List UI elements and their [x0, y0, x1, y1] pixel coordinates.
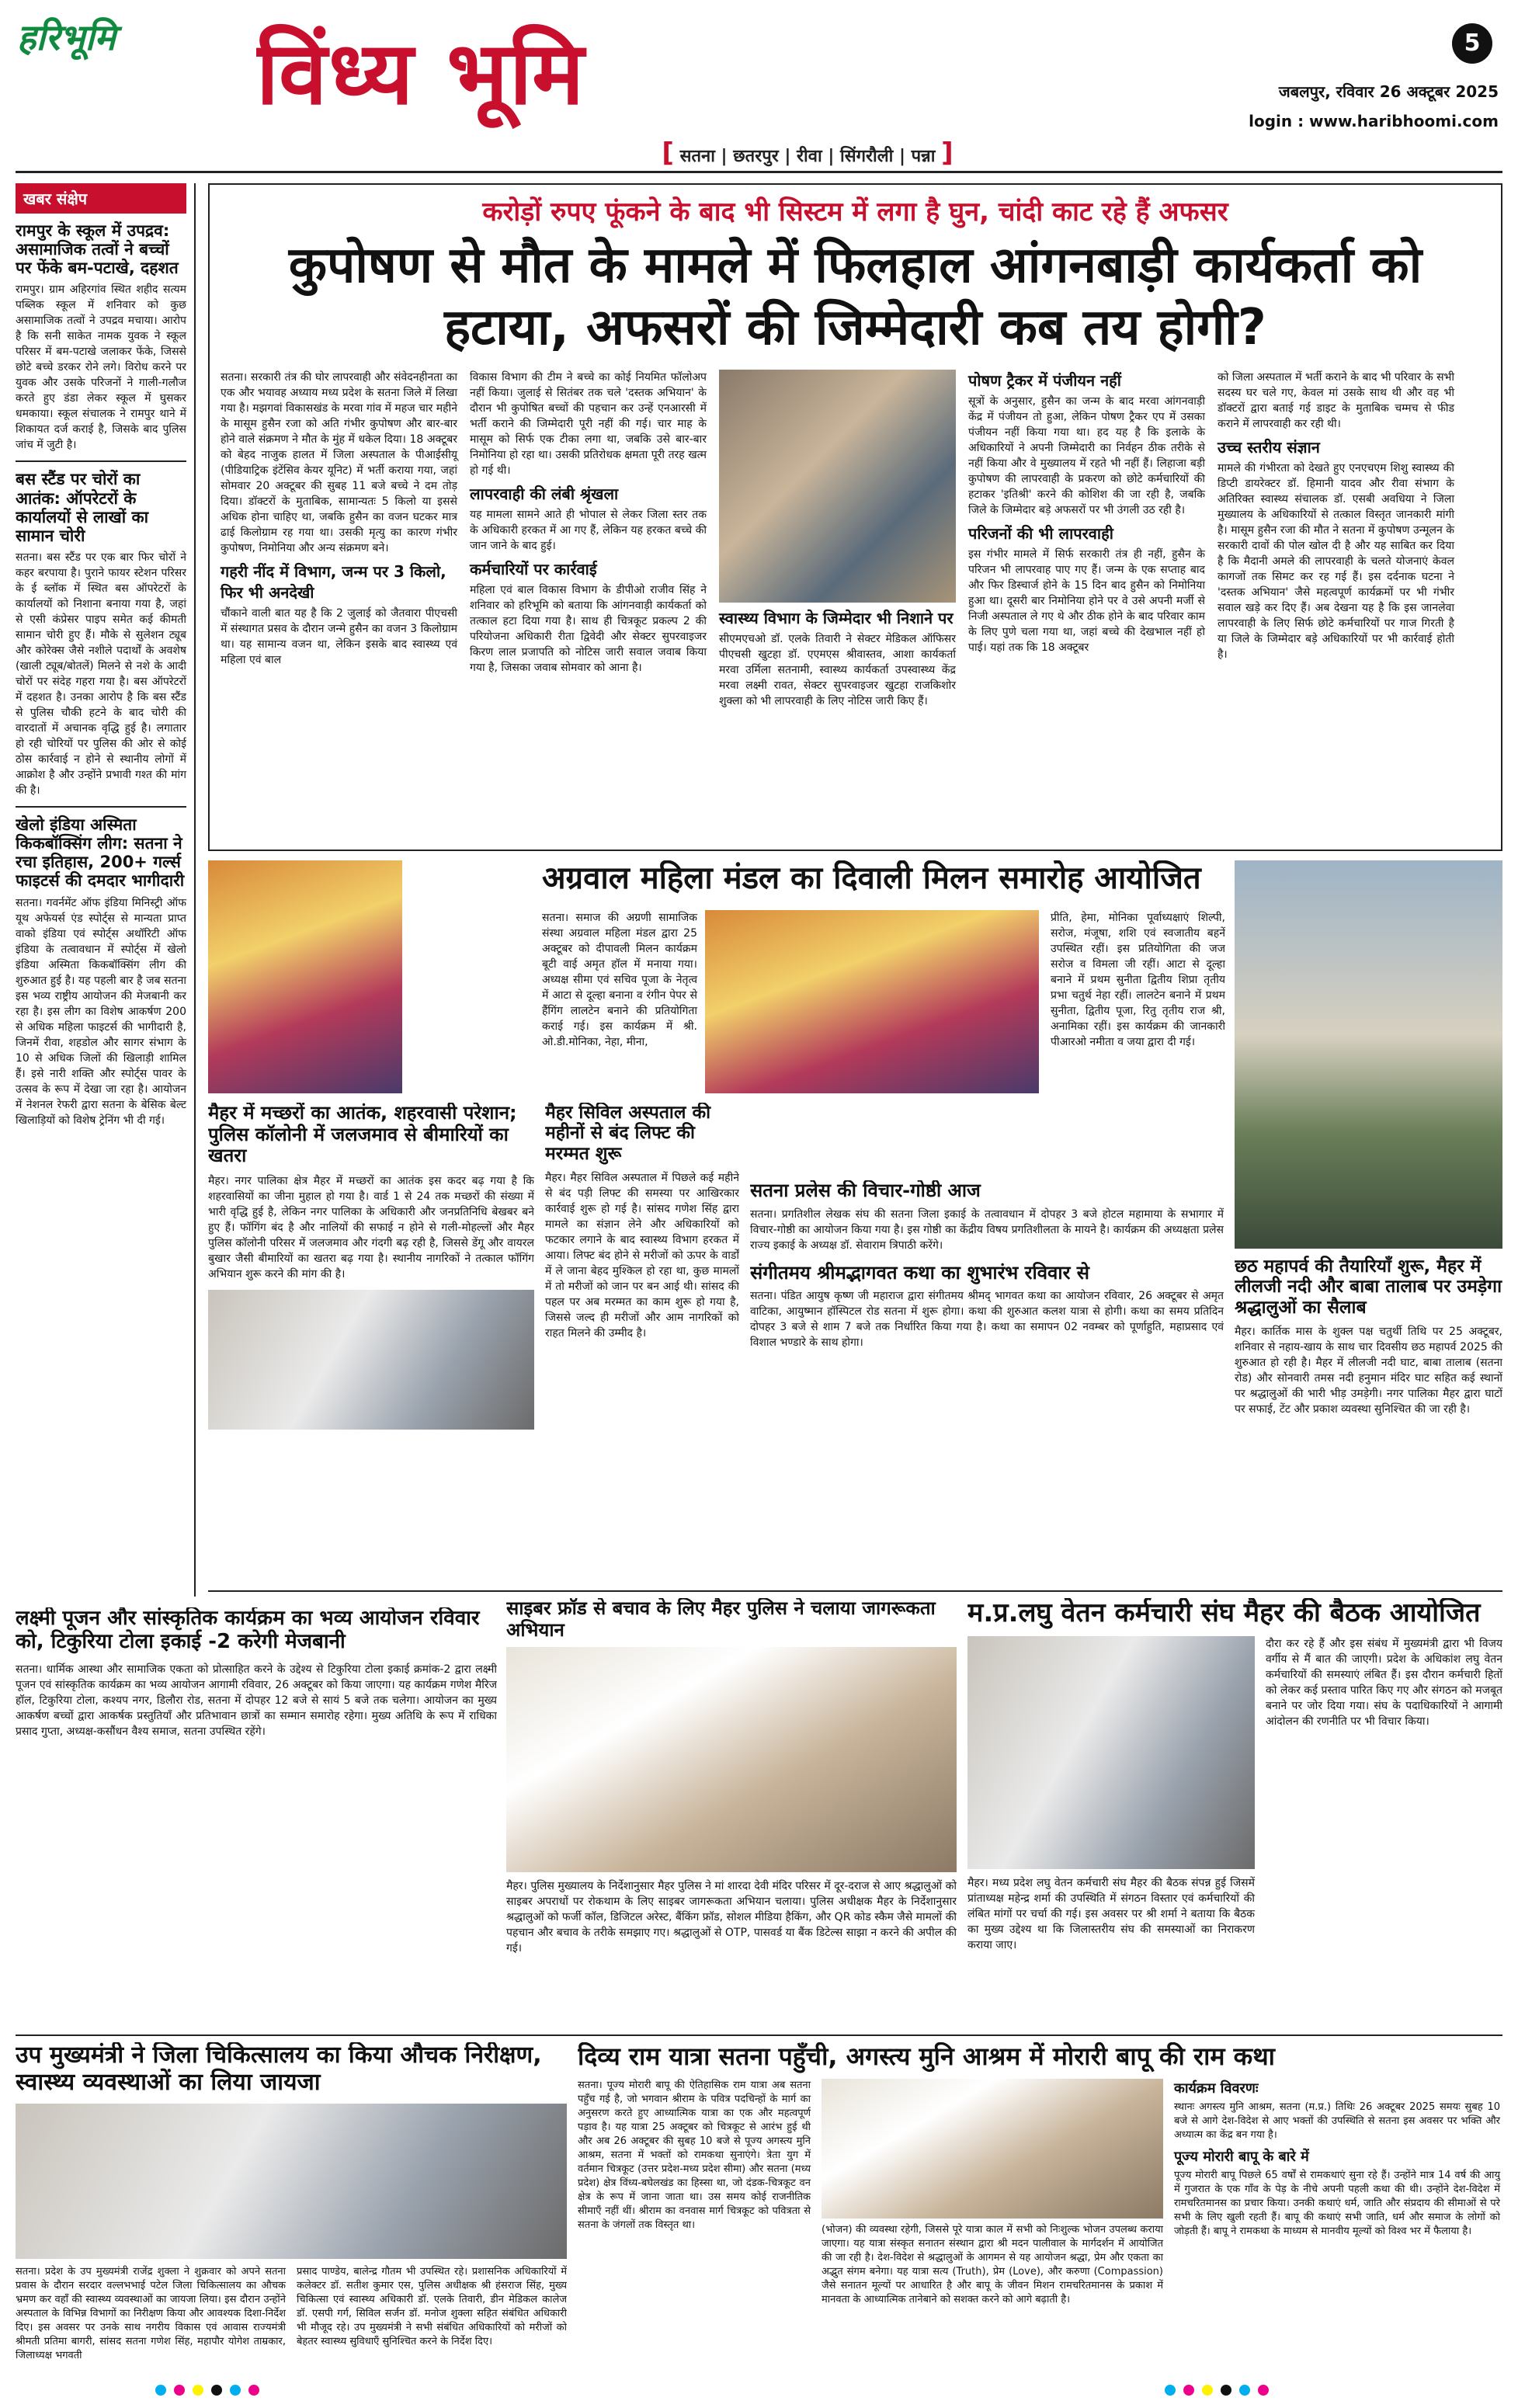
- ambulance-photo: [208, 1290, 534, 1430]
- lead-headline: कुपोषण से मौत के मामले में फिलहाल आंगनबाड़ी कार्यकर्ता को हटाया, अफसरों की जिम्मेदारी कब तय होगी?: [288, 237, 1422, 356]
- sidebar-item-title: रामपुर के स्कूल में उपद्रव: असामाजिक तत्वों ने बच्चों पर फेंके बम-पटाखे, दहशत: [16, 221, 179, 278]
- brand-name: हरिभूमि: [17, 16, 116, 58]
- story-text: मैहर। कार्तिक मास के शुक्ल पक्ष चतुर्थी तिथि पर 25 अक्टूबर, शनिवार से नहाय-खाय के साथ चार दिवसीय छठ महापर्व 2025 की शुरुआत हो रही है। मैहर में लीलजी नदी घाट, बाबा तालाब (सतना रोड) और सोनवारी तमस नदी हनुमान मंदिर घाट सहित कई स्थानों पर श्रद्धालुओं की भारी भीड़ उमड़ेगी। नगर पालिका मैहर द्वारा घाटों पर सफाई, टेंट और प्रकाश व्यवस्था सुनिश्चित की जा रही है।: [1235, 1326, 1502, 1416]
- laghu-vetan-story: [967, 1598, 1502, 2033]
- story-text: मैहर। नगर पालिका क्षेत्र मैहर में मच्छरों का आतंक इस कदर बढ़ गया है कि शहरवासियों का जीना मुहाल हो गया है। वार्ड 1 से 24 तक मच्छरों की संख्या में भारी वृद्धि हुई है, लेकिन नगर पालिका के अधिकारी और जनप्रतिनिधि बेखबर बने हुए हैं। फॉगिंग बंद है और नालियों की सफाई न होने से गली-मोहल्लों और मैहर पुलिस कॉलोनी परिसर में जलजमाव और गंदगी बढ़ रही है, जिससे डेंगू और वायरल बुखार जैसी बीमारियों का खतरा बढ़ गया है। स्थानीय नागरिकों ने तत्काल फॉगिंग अभियान शुरू करने की मांग की है।: [208, 1174, 534, 1280]
- story-subhead: पूज्य मोरारी बापू के बारे में: [1174, 2148, 1309, 2165]
- meeting-photo: [967, 1636, 1255, 1869]
- lead-kicker: करोड़ों रुपए फूंकने के बाद भी सिस्टम में लगा है घुन, चांदी काट रहे हैं अफसर: [482, 196, 1228, 228]
- story-text: प्रसाद पाण्डेय, बालेन्द्र गौतम भी उपस्थित रहे। प्रशासनिक अधिकारियों में कलेक्टर डॉ. सतीश कुमार एस, पुलिस अधीक्षक श्री हंसराज सिंह, मुख्य चिकित्सा एवं स्वास्थ्य अधिकारी डॉ. एलके तिवारी, डीन मेडिकल कालेज डॉ. एसपी गर्ग, सिविल सर्जन डॉ. मनोज शुक्ला सहित संबंधित अधिकारी भी मौजूद रहे। उप मुख्यमंत्री ने सभी संबंधित अधिकारियों को मरीजों को बेहतर स्वास्थ्य सुविधाएँ सुनिश्चित करने के निर्देश दिए।: [297, 2266, 567, 2347]
- ramkatha-right: [1174, 2079, 1500, 2307]
- sidebar-item-text: रामपुर। ग्राम अहिरगांव स्थित शहीद सत्यम पब्लिक स्कूल में शनिवार को कुछ असामाजिक तत्वों ने उपद्रव मचाया। आरोप है कि सनी साकेत नामक युवक ने स्कूल परिसर में बम-पटाखे जलाकर फेंके, जिससे छोटे बच्चे डरकर रोने लगे। विरोध करने पर युवक और उसके परिजनों ने गाली-गलौज करते हुए डंडा लेकर स्कूल में घुसकर धमकाया। स्कूल संचालक ने रामपुर थाने में शिकायत दर्ज कराई है, जिसके बाद पुलिस जांच में जुटी है।: [16, 283, 186, 452]
- lead-col-4: [968, 370, 1205, 804]
- story-headline: दिव्य राम यात्रा सतना पहुँची, अगस्त्य मुनि आश्रम में मोरारी बापू की राम कथा: [578, 2042, 1275, 2071]
- laghu-col-left: [967, 1636, 1255, 1953]
- lead-story: [208, 183, 1502, 851]
- story-text: सतना। पंडित आयुष कृष्ण जी महाराज द्वारा संगीतमय श्रीमद् भागवत कथा का आयोजन रविवार, 26 अक्टूबर से अमृत वाटिका, आयुष्मान हॉस्पिटल रोड सतना में शुरू होगा। कथा की शुरुआत कलश यात्रा से होगी। कथा का समय प्रतिदिन दोपहर 3 बजे से शाम 7 बजे तक निर्धारित किया गया है। कथा का समापन 02 नवम्बर को पूर्णाहुति, महाप्रसाद एवं विशाल भण्डारे के साथ होगा।: [750, 1290, 1224, 1350]
- masthead-rule: [16, 171, 1502, 173]
- sidebar-item-title: खेलो इंडिया अस्मिता किकबॉक्सिंग लीग: सतना ने रचा इतिहास, 200+ गर्ल्स फाइटर्स की दमदार भागीदारी: [16, 815, 185, 891]
- story-text: पूज्य मोरारी बापू पिछले 65 वर्षों से रामकथाएं सुना रहे हैं। उन्होंने मात्र 14 वर्ष की आयु में गुजरात के एक गाँव के पेड़ के नीचे अपनी पहली कथा की थी। उन्होंने देश-विदेश में रामचरितमानस का प्रचार किया। उनकी कथाएं धर्म, जाति और संप्रदाय की सीमाओं से परे सभी के लिए खुली रहती हैं। बापू की कथाएं सभी जाति, धर्म और समाज के लोगों को जोड़ती हैं। बापू ने रामकथा के माध्यम से मानवीय मूल्यों को विश्व भर में फैलाया है।: [1174, 2169, 1500, 2237]
- districts-list: सतना | छतरपुर | रीवा | सिंगरौली | पन्ना: [679, 147, 936, 166]
- sidebar-item: [16, 470, 186, 798]
- story-headline: म.प्र.लघु वेतन कर्मचारी संघ मैहर की बैठक आयोजित: [967, 1598, 1481, 1628]
- story-headline: सतना प्रलेस की विचार-गोष्ठी आज: [750, 1180, 981, 1201]
- lead-subhead: परिजनों की भी लापरवाही: [968, 524, 1113, 543]
- sidebar-header: खबर संक्षेप: [16, 183, 186, 214]
- lead-text: इस गंभीर मामले में सिर्फ सरकारी तंत्र ही नहीं, हुसैन के परिजन भी लापरवाह पाए गए हैं। जन्म के एक सप्ताह बाद और फिर डिस्चार्ज होने के 15 दिन बाद हुसैन को निमोनिया हुआ था। दूसरी बार निमोनिया होने पर वे उसे अपनी मर्जी से निजी अस्पताल ले गए थे और ठीक होने के बाद परिवार काम के लिए पुणे चला गया था, जहां बच्चे की देखभाल नहीं हो पाई। यहां तक कि 18 अक्टूबर: [968, 548, 1205, 654]
- print-registration-marks: [155, 2384, 388, 2399]
- lead-body: [221, 370, 1490, 804]
- laghu-body: [967, 1636, 1502, 1953]
- lead-subhead: लापरवाही की लंबी श्रृंखला: [470, 485, 619, 503]
- ramkatha-body: [578, 2079, 1502, 2307]
- story-headline: साइबर फ्रॉड से बचाव के लिए मैहर पुलिस ने चलाया जागरूकता अभियान: [506, 1598, 936, 1641]
- story-headline: अग्रवाल महिला मंडल का दिवाली मिलन समारोह आयोजित: [542, 860, 1201, 896]
- lift-story: [545, 1103, 739, 1584]
- awareness-photo: [506, 1647, 957, 1872]
- story-text: मैहर। मैहर सिविल अस्पताल में पिछले कई महीने से बंद पड़ी लिफ्ट की समस्या पर आखिरकार कार्रवाई शुरू हो गई है। सांसद गणेश सिंह द्वारा मामले का संज्ञान लेने और अधिकारियों को फटकार लगाने के बाद स्वास्थ्य विभाग हरकत में आया। लिफ्ट बंद होने से मरीजों को ऊपर के वार्डों में ले जाना बेहद मुश्किल हो रहा था, कुछ मामलों में तो मरीजों को जान पर बन आई थी। सांसद की पहल पर अब मरम्मत का काम शुरू हो गया है, जिससे जल्द ही मरीजों और आम नागरिकों को राहत मिलने की उम्मीद है।: [545, 1172, 739, 1340]
- press-katha-box: [750, 1180, 1224, 1584]
- story-headline: मैहर सिविल अस्पताल की महीनों से बंद लिफ्ट की मरम्मत शुरू: [545, 1103, 711, 1164]
- sidebar-divider: [16, 806, 186, 808]
- lead-subhead: कर्मचारियों पर कार्रवाई: [470, 560, 597, 579]
- section-rule: [208, 1590, 1502, 1592]
- lead-col-5: [1218, 370, 1454, 804]
- story-text: दौरा कर रहे हैं और इस संबंध में मुख्यमंत्री द्वारा भी विजय वर्गीय से मैं बात की जाएगी। प्रदेश के अधिकांश लघु वेतन कर्मचारियों की समस्याएं लंबित हैं। इस दौरान कर्मचारी हितों को लेकर कई प्रस्ताव पारित किए गए और संगठन को मजबूत बनाने पर जोर दिया गया। संघ के पदाधिकारियों ने आगामी आंदोलन की रणनीति पर भी विचार किया।: [1266, 1638, 1502, 1729]
- story-text: मैहर। पुलिस मुख्यालय के निर्देशानुसार मैहर पुलिस ने मां शारदा देवी मंदिर परिसर में दूर-दराज से आए श्रद्धालुओं को साइबर अपराधों पर रोकथाम के लिए साइबर जागरूकता अभियान चलाया। पुलिस अधीक्षक मैहर के निर्देशानुसार श्रद्धालुओं को फर्जी कॉल, डिजिटल अरेस्ट, बैंकिंग फ्रॉड, सोशल मीडिया हैकिंग, और QR कोड स्कैम जैसे मामलों की पहचान और बचाव के तरीके समझाए गए। श्रद्धालुओं से OTP, पासवर्ड या बैंक डिटेल्स साझा न करने की अपील की गई।: [506, 1880, 957, 1955]
- mosquito-story: [208, 1103, 534, 1584]
- sidebar-divider: [16, 460, 186, 462]
- morari-bapu-photo: [822, 2079, 1163, 2219]
- story-text: स्थानः अगस्त्य मुनि आश्रम, सतना (म.प्र.) तिथिः 26 अक्टूबर 2025 समयः सुबह 10 बजे से आगे देश-विदेश से आए भक्तों की उपस्थिति से सतना इस अवसर पर भक्ति और अध्यात्म का केंद्र बन गया है।: [1174, 2100, 1500, 2141]
- lead-text: को जिला अस्पताल में भर्ती कराने के बाद भी परिवार के सभी सदस्य घर चले गए, केवल मां उसके साथ थी और वह भी डॉक्टरों द्वारा बताई गई डाइट के मुताबिक चम्मच से फीड कराने में लापरवाही कर रही थी।: [1218, 371, 1454, 430]
- lead-photo: [719, 370, 956, 603]
- ramkatha-story: [578, 2042, 1502, 2368]
- story-headline: उप मुख्यमंत्री ने जिला चिकित्सालय का किया औचक निरीक्षण, स्वास्थ्य व्यवस्थाओं का लिया जायजा: [16, 2042, 542, 2096]
- sidebar-item-text: सतना। गवर्नमेंट ऑफ इंडिया मिनिस्ट्री ऑफ यूथ अफेयर्स एंड स्पोर्ट्स से मान्यता प्राप्त वाको इंडिया एवं स्पोर्ट्स अथॉरिटी ऑफ इंडिया के तत्वावधान में स्पोर्ट्स में खेलो इंडिया अस्मिता किकबॉक्सिंग लीग की शुरुआत हुई है। यह पहली बार है जब सतना इस भव्य राष्ट्रीय आयोजन की मेजबानी कर रहा है। इस लीग का विशेष आकर्षण 200 से अधिक महिला फाइटर्स की भागीदारी है, जिनमें रीवा, शहडोल और सागर संभाग के 10 से अधिक जिलों की खिलाड़ी शामिल हैं। इसे नारी शक्ति और स्पोर्ट्स पावर के उत्सव के रूप में देखा जा रहा है। आयोजन में नेशनल रेफरी द्वारा सतना के बेसिक बेल्ट खिलाड़ियों को विशेष ट्रेनिंग भी दी गई।: [16, 896, 186, 1127]
- story-text: सतना। प्रदेश के उप मुख्यमंत्री राजेंद्र शुक्ला ने शुक्रवार को अपने सतना प्रवास के दौरान सरदार वल्लभभाई पटेल जिला चिकित्सालय का औचक भ्रमण कर वहाँ की स्वास्थ्य व्यवस्थाओं का जायजा लिया। इस दौरान उन्होंने अस्पताल के विभिन्न विभागों का निरीक्षण किया और आवश्यक दिशा-निर्देश दिए। इस अवसर पर उनके साथ नगरीय विकास एवं आवास राज्यमंत्री श्रीमती प्रतिमा बागरी, सांसद सतना गणेश सिंह, महापौर योगेश ताम्रकार, जिलाध्यक्ष भगवती: [16, 2266, 286, 2361]
- laxmi-story: [16, 1607, 497, 2034]
- lead-subhead: गहरी नींद में विभाग, जन्म पर 3 किलो, फिर भी अनदेखी: [221, 562, 446, 602]
- story-headline: संगीतमय श्रीमद्भागवत कथा का शुभारंभ रविवार से: [750, 1261, 1089, 1284]
- story-text: सतना। समाज की अग्रणी सामाजिक संस्था अग्रवाल महिला मंडल द्वारा 25 अक्टूबर को दीपावली मिलन कार्यक्रम बूटी वाई अमृत हॉल में मनाया गया। अध्यक्ष सीमा एवं सचिव पूजा के नेतृत्व में आटा से दूल्हा बनाना व रंगीन पेपर से हैंगिंग लालटेन बनाने की प्रतियोगिता कराई गई। इस कार्यक्रम में श्री. ओ.डी.मोनिका, नेहा, मीना,: [542, 912, 697, 1048]
- story-headline: मैहर में मच्छरों का आतंक, शहरवासी परेशान; पुलिस कॉलोनी में जलजमाव से बीमारियों का खतरा: [208, 1103, 517, 1167]
- lead-subhead: स्वास्थ्य विभाग के जिम्मेदार भी निशाने पर: [719, 609, 954, 627]
- agarwal-story: [208, 860, 1225, 1093]
- story-headline: लक्ष्मी पूजन और सांस्कृतिक कार्यक्रम का भव्य आयोजन रविवार को, टिकुरिया टोला इकाई -2 करेगी मेजबानी: [16, 1607, 480, 1653]
- lead-col-1: [221, 370, 457, 804]
- lead-subhead: पोषण ट्रैकर में पंजीयन नहीं: [968, 371, 1121, 390]
- event-photo: [208, 860, 402, 1093]
- sidebar-item-text: सतना। बस स्टैंड पर एक बार फिर चोरों ने कहर बरपाया है। पुराने फायर स्टेशन परिसर के ई ब्लॉक में स्थित बस ऑपरेटरों के कार्यालयों को निशाना बनाया गया है, जहां से एसी कंप्रेसर पाइप समेत कई कीमती सामान चोरी हुए हैं। मौके से सुलेशन ट्यूब और कोरेक्स जैसे नशीले पदार्थों के अवशेष (खाली ट्यूब/बोतलें) मिलने से नशे के आदी चोरों पर संदेह गहरा गया है। बस ऑपरेटरों में दहशत है। उनका आरोप है कि बस स्टैंड से पुलिस चौकी हटने के बाद चोरी की वारदातों में अचानक वृद्धि हुई है। लगातार हो रही चोरियों पर पुलिस की ओर से कोई ठोस कार्रवाई न होने से स्थानीय लोगों में आक्रोश है और उन्होंने प्रभावी गश्त की मांग की है।: [16, 551, 186, 797]
- sidebar-item: [16, 815, 186, 1128]
- brand-logo: [17, 12, 188, 61]
- lead-text: यह मामला सामने आते ही भोपाल से लेकर जिला स्तर तक के अधिकारी हरकत में आ गए हैं, लेकिन यह हरकत बच्चे की जान जाने के बाद हुई।: [470, 509, 707, 552]
- story-text: मैहर। मध्य प्रदेश लघु वेतन कर्मचारी संघ मैहर की बैठक संपन्न हुई जिसमें प्रांताध्यक्ष महेन्द्र शर्मा की उपस्थिति में संगठन विस्तार एवं कर्मचारियों की लंबित मांगों पर चर्चा की गई। इस अवसर पर श्री शर्मा ने बताया कि बैठक का मुख्य उद्देश्य था कि जिलास्तरीय संघ की समस्याओं का निराकरण कराया जाए।: [967, 1877, 1255, 1952]
- edition-title: विंध्य भूमि: [256, 23, 586, 124]
- story-text: सतना। पूज्य मोरारी बापू की ऐतिहासिक राम यात्रा अब सतना पहुँच गई है, जो भगवान श्रीराम के पवित्र पदचिन्हों के मार्ग का अनुसरण करते हुए आध्यात्मिक यात्रा का एक और महत्वपूर्ण पड़ाव है। यह यात्रा 25 अक्टूबर को चित्रकूट से आरंभ हुई थी और अब 26 अक्टूबर की सुबह 10 बजे से पूज्य अगस्त्य मुनि आश्रम, सतना में भक्तों को रामकथा सुनाएंगे। त्रेता युग में वर्तमान चित्रकूट (उत्तर प्रदेश-मध्य प्रदेश सीमा) और सतना (मध्य प्रदेश) क्षेत्र विंध्य-बघेलखंड का हिस्सा था, जो दंडक-चित्रकूट वन क्षेत्र के रूप में जाना जाता था। उस समय कोई राजनीतिक सीमाएँ नहीं थीं। श्रीराम का वनवास मार्ग चित्रकूट को पवित्रता से सतना के जंगलों तक विस्तृत था।: [578, 2079, 811, 2231]
- story-text: (भोजन) की व्यवस्था रहेगी, जिससे पूरे यात्रा काल में सभी को निःशुल्क भोजन उपलब्ध कराया जाएगा। यह यात्रा संस्कृत सनातन संस्थान द्वारा श्री मदन पालीवाल के मार्गदर्शन में आयोजित की जा रही है। देश-विदेश से श्रद्धालुओं के आगमन से यह आयोजन श्रद्धा, प्रेम और एकता का अद्भुत संगम बनेगा। यह यात्रा सत्य (Truth), प्रेम (Love), और करुणा (Compassion) जैसे सनातन मूल्यों पर आधारित है और बापू के जीवन मिशन रामचरितमानस के प्रकाश में मानवता के आध्यात्मिक तानेबाने को सशक्त करने को आगे बढ़ाती है।: [822, 2223, 1163, 2305]
- story-text: सतना। धार्मिक आस्था और सामाजिक एकता को प्रोत्साहित करने के उद्देश्य से टिकुरिया टोला इकाई क्रमांक-2 द्वारा लक्ष्मी पूजन एवं सांस्कृतिक कार्यक्रम का भव्य आयोजन आगामी रविवार, 26 अक्टूबर को किया जाएगा। यह कार्यक्रम गणेश मैरिज हॉल, टिकुरिया टोला, कश्यप नगर, डिलौरा रोड, सतना में दोपहर 12 बजे से सायं 5 बजे तक चलेगा। आयोजन का मुख्य आकर्षण बच्चों द्वारा आकर्षक प्रस्तुतियाँ और प्रतिभावान छात्रों का सम्मान समारोह रहेगा। मुख्य अतिथि के रूप में राधिका प्रसाद गुप्ता, अध्यक्ष-कसौंधन वैश्य समाज, सतना उपस्थित रहेंगे।: [16, 1663, 497, 1738]
- dateline: जबलपुर, रविवार 26 अक्टूबर 2025: [1278, 82, 1499, 101]
- print-registration-marks: [1165, 2384, 1398, 2399]
- lead-text: विकास विभाग की टीम ने बच्चे का कोई नियमित फॉलोअप नहीं किया। जुलाई से सितंबर तक चले 'दस्तक अभियान' के दौरान भी कुपोषित बच्चों की पहचान कर उन्हें एनआरसी में भर्ती कराने की जिम्मेदारी पूरी नहीं की गई। चार माह के मासूम को सिर्फ एक टीका लगा था, जबकि उसे बार-बार निमोनिया हो रहा था। उसकी प्रतिरोधक क्षमता पूरी तरह खत्म हो गई थी।: [470, 371, 707, 477]
- page-number: 5: [1452, 23, 1492, 64]
- inspection-photo: [16, 2104, 567, 2259]
- lead-text: सूत्रों के अनुसार, हुसैन का जन्म के बाद मरवा आंगनवाड़ी केंद्र में पंजीयन तो हुआ, लेकिन पोषण ट्रैकर एप में उसका पंजीयन नहीं किया गया था। हद यह है कि इलाके के अधिकारियों ने अपनी जिम्मेदारी का निर्वहन ठीक तरीके से नहीं किया और वे मुख्यालय में रहते भी नहीं हैं। लिहाजा बड़ी कुपोषण की लापरवाही के प्रकरण को छोटे कर्मचारियों की हटाकर 'इतिश्री' करने की कोशिश की जा रही है, जबकि जिले के जिम्मेदार बड़े अफसरों पर भी उंगली उठ रही है।: [968, 395, 1205, 516]
- lead-subhead: उच्च स्तरीय संज्ञान: [1218, 438, 1320, 457]
- story-text: सतना। प्रगतिशील लेखक संघ की सतना जिला इकाई के तत्वावधान में दोपहर 3 बजे होटल महामाया के सभागार में विचार-गोष्ठी का आयोजन किया गया है। इस गोष्ठी का केंद्रीय विषय प्रगतिशीलता के मायने है। कार्यक्रम की अध्यक्षता प्रलेस राज्य इकाई के अध्यक्ष डॉ. सेवाराम त्रिपाठी करेंगे।: [750, 1207, 1224, 1252]
- chhath-story: [1235, 860, 1502, 1590]
- lead-text: मामले की गंभीरता को देखते हुए एनएचएम शिशु स्वास्थ्य की डिप्टी डायरेक्टर डॉ. हिमानी यादव और रीवा संभाग के अतिरिक्त स्वास्थ्य संचालक डॉ. एसबी अवधिया ने जिला मुख्यालय के अधिकारियों से तत्काल विस्तृत जानकारी मांगी है। मासूम हुसैन रजा की मौत ने सतना में कुपोषण उन्मूलन के सरकारी दावों की पोल खोल दी है और यह साबित कर दिया है कि मैदानी अमले की लापरवाही के चलते योजनाएं केवल कागजों तक सिमट कर रह गई हैं। इस दर्दनाक घटना ने 'दस्तक अभियान' जैसे महत्वपूर्ण कार्यक्रमों पर भी गंभीर सवाल खड़े कर दिए हैं। अब देखना यह है कि इस जानलेवा लापरवाही के लिए सिर्फ छोटे कर्मचारियों पर गाज गिरती है या जिले के जिम्मेदार बड़े अधिकारियों पर भी कार्रवाई होती है।: [1218, 462, 1454, 661]
- login-link[interactable]: login : www.haribhoomi.com: [1249, 112, 1499, 130]
- lead-text: सीएमएचओ डॉ. एलके तिवारी ने सेक्टर मेडिकल ऑफिसर पीएचसी खुटहा डॉ. एएमएस श्रीवास्तव, आशा कार्यकर्ता मरवा उर्मिला सतनामी, स्वास्थ्य कार्यकर्ता उपस्वास्थ्य केंद्र मरवा लक्ष्मी रावत, सेक्टर सुपरवाइजर खुटहा राजकिशोर शुक्ला को भी लापरवाही के लिए नोटिस जारी किए हैं।: [719, 633, 956, 707]
- ramkatha-middle: [822, 2079, 1163, 2307]
- lead-col-2: [470, 370, 707, 804]
- section-rule: [16, 2034, 1502, 2036]
- deputy-cm-body: [16, 2265, 567, 2363]
- cyber-story: [506, 1598, 957, 2033]
- group-photo: [705, 910, 1039, 1093]
- sidebar-item: [16, 221, 186, 453]
- lead-col-3: [719, 370, 956, 804]
- lead-text: महिला एवं बाल विकास विभाग के डीपीओ राजीव सिंह ने शनिवार को हरिभूमि को बताया कि आंगनवाड़ी कार्यकर्ता को तत्काल हटा दिया गया है। साथ ही चित्रकूट प्रकल्प 2 की परियोजना अधिकारी रीता द्विवेदी और सेक्टर सुपरवाइजर किरण लाल प्रजापति को नोटिस जारी सवाल जवाब किया गया है, जिसका जवाब सोमवार को आना है।: [470, 584, 707, 674]
- story-subhead: कार्यक्रम विवरणः: [1174, 2080, 1259, 2097]
- lead-text: चौंकाने वाली बात यह है कि 2 जुलाई को जैतवारा पीएचसी में संस्थागत प्रसव के दौरान जन्मे हुसैन का वजन 3 किलोग्राम था। यह सामान्य वजन था, लेकिन इसके बाद स्वास्थ्य एवं महिला एवं बाल: [221, 607, 457, 666]
- districts-bar: [ सतना | छतरपुर | रीवा | सिंगरौली | पन्ना ]: [662, 138, 954, 168]
- story-text: प्रीति, हेमा, मोनिका पूर्वाध्यक्षाएं शिल्पी, सरोज, मंजूषा, शशि एवं स्वजातीय बहनें उपस्थित रहीं। इस प्रतियोगिता की जज सरोज व विमला जी रहीं। आटा से दूल्हा बनाने में प्रथम सुनीता द्वितीय शिप्रा तृतीय प्रभा चतुर्थ नेहा रहीं। लालटेन बनाने में प्रथम सुनीता, द्वितीय पूजा, रितु तृतीय राज श्री, अनामिका रहीं। इस कार्यक्रम की जानकारी पीआरओ नमीता व जया द्वारा दी गई।: [1051, 912, 1225, 1048]
- chhath-photo: [1235, 860, 1502, 1249]
- story-headline: छठ महापर्व की तैयारियाँ शुरू, मैहर में लीलजी नदी और बाबा तालाब पर उमड़ेगा श्रद्धालुओं का सैलाब: [1235, 1256, 1502, 1318]
- lead-text: सतना। सरकारी तंत्र की घोर लापरवाही और संवेदनहीनता का एक और भयावह अध्याय मध्य प्रदेश के सतना जिले में लिखा गया है। मझगवां विकासखंड के मरवा गांव में महज चार महीने के मासूम हुसैन रजा को अति गंभीर कुपोषण और बार-बार होने वाले संक्रमण ने मौत के मुंह में धकेल दिया। 18 अक्टूबर को बेहद नाजुक हालत में जिला अस्पताल के पीआईसीयू (पीडियाट्रिक इंटेंसिव केयर यूनिट) में भर्ती कराया गया, जहां सोमवार 20 अक्टूबर की सुबह 11 बजे बच्चे ने दम तोड़ दिया। डॉक्टरों के मुताबिक, सामान्यतः 5 किलो या इससे अधिक होना चाहिए था, जबकि हुसैन का वजन घटकर मात्र ढाई किलोग्राम रह गया था। उसकी मृत्यु का कारण गंभीर कुपोषण, निमोनिया और अन्य संक्रमण बने।: [221, 371, 457, 554]
- sidebar-item-title: बस स्टैंड पर चोरों का आतंक: ऑपरेटरों के कार्यालयों से लाखों का सामान चोरी: [16, 470, 149, 545]
- deputy-cm-story: [16, 2042, 567, 2368]
- news-brief-sidebar: [16, 183, 196, 1597]
